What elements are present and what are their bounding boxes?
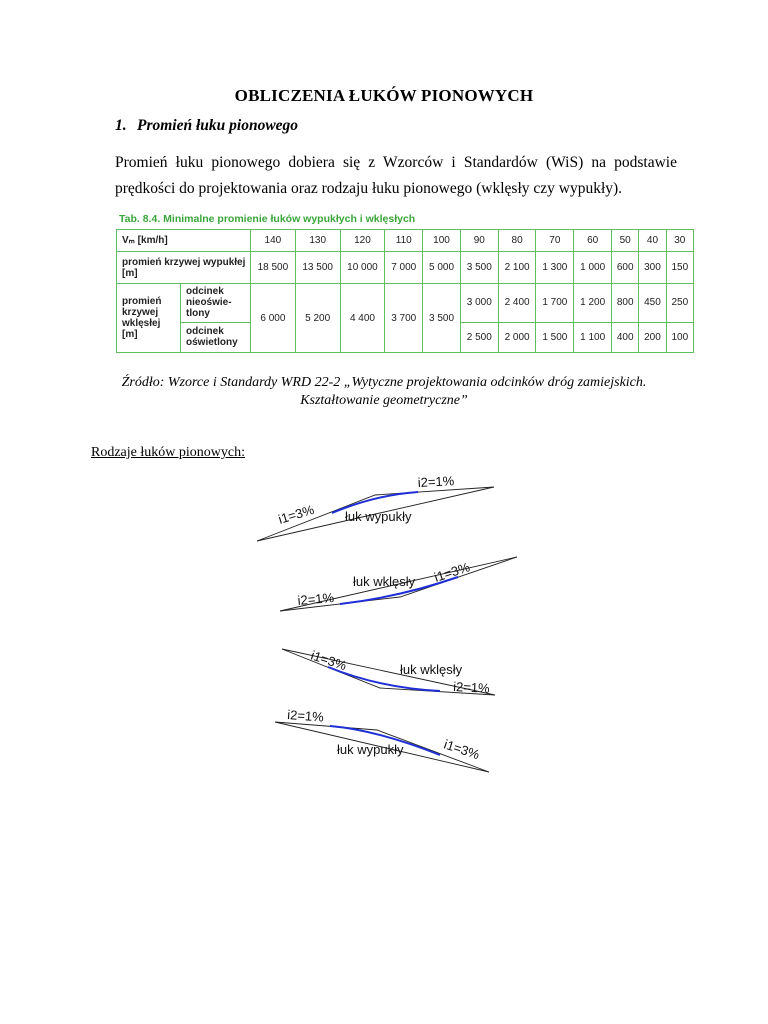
convex-value-cell: 13 500 — [295, 251, 340, 283]
radius-table — [116, 229, 694, 353]
convex-label-cell: promień krzywej wypukłej [m] — [117, 251, 251, 283]
grade-label: i1=3% — [309, 647, 349, 674]
section-title: Promień łuku pionowego — [137, 117, 299, 134]
speed-cell: 40 — [639, 230, 666, 252]
lit-value-cell: 2 500 — [460, 322, 498, 352]
table-row — [117, 230, 694, 252]
concave-shared-cell: 3 500 — [423, 284, 461, 353]
speed-cell: 110 — [385, 230, 423, 252]
grade-label: i2=1% — [286, 707, 325, 725]
grade-label: i2=1% — [417, 473, 455, 490]
curve-types-heading: Rodzaje łuków pionowych: — [91, 445, 245, 460]
unlit-value-cell: 1 700 — [536, 284, 574, 323]
vertical-curves-diagram — [240, 465, 540, 785]
lit-value-cell: 400 — [612, 322, 639, 352]
convex-value-cell: 5 000 — [423, 251, 461, 283]
table-caption: Tab. 8.4. Minimalne promienie łuków wypukłych i wklęsłych — [119, 213, 416, 225]
speed-cell: 100 — [423, 230, 461, 252]
page-title: OBLICZENIA ŁUKÓW PIONOWYCH — [234, 86, 534, 105]
lit-value-cell: 100 — [666, 322, 693, 352]
convex-value-cell: 2 100 — [498, 251, 536, 283]
convex-value-cell: 3 500 — [460, 251, 498, 283]
unlit-value-cell: 250 — [666, 284, 693, 323]
diagram-convex-2 — [275, 707, 489, 772]
grade-label: i2=1% — [452, 679, 491, 696]
concave-label-cell: promień krzywej wklęsłej [m] — [117, 284, 181, 353]
diagram-concave-2 — [282, 648, 495, 696]
convex-value-cell: 300 — [639, 251, 666, 283]
speed-cell: 30 — [666, 230, 693, 252]
convex-value-cell: 10 000 — [340, 251, 385, 283]
speed-cell: 140 — [251, 230, 296, 252]
speed-cell: 60 — [574, 230, 612, 252]
speed-cell: 80 — [498, 230, 536, 252]
concave-shared-cell: 3 700 — [385, 284, 423, 353]
diagram-concave-1 — [280, 557, 517, 611]
concave-shared-cell: 5 200 — [295, 284, 340, 353]
concave-shared-cell: 4 400 — [340, 284, 385, 353]
convex-value-cell: 1 300 — [536, 251, 574, 283]
lit-value-cell: 1 500 — [536, 322, 574, 352]
convex-value-cell: 7 000 — [385, 251, 423, 283]
curve-name-label: łuk wklęsły — [353, 574, 416, 589]
lit-value-cell: 1 100 — [574, 322, 612, 352]
speed-cell: 130 — [295, 230, 340, 252]
intro-paragraph: Promień łuku pionowego dobiera się z Wzorców i Standardów (WiS) na podstawie prędkości do projektowania oraz rodzaju łuku pionowego (wklęsły czy wypukły). — [115, 154, 677, 197]
speed-cell: 90 — [460, 230, 498, 252]
grade-label: i1=3% — [442, 736, 482, 763]
speed-cell: 70 — [536, 230, 574, 252]
unlit-value-cell: 800 — [612, 284, 639, 323]
convex-value-cell: 150 — [666, 251, 693, 283]
convex-value-cell: 18 500 — [251, 251, 296, 283]
lit-label-cell: odcinek oświetlony — [181, 322, 251, 352]
speed-cell: 120 — [340, 230, 385, 252]
unlit-value-cell: 2 400 — [498, 284, 536, 323]
section-heading — [115, 117, 298, 135]
table-row — [117, 251, 694, 283]
unlit-label-cell: odcinek nieoświe-tlony — [181, 284, 251, 323]
convex-value-cell: 1 000 — [574, 251, 612, 283]
source-note — [90, 374, 678, 410]
source-line: Źródło: Wzorce i Standardy WRD 22-2 „Wytyczne projektowania odcinków dróg zamiejskich. — [121, 375, 647, 390]
curve-name-label: łuk wypukły — [337, 742, 404, 757]
lit-value-cell: 200 — [639, 322, 666, 352]
grade-label: i1=3% — [276, 501, 316, 527]
grade-label: i1=3% — [432, 559, 472, 585]
diagram-convex-1 — [257, 473, 494, 541]
convex-value-cell: 600 — [612, 251, 639, 283]
unlit-value-cell: 1 200 — [574, 284, 612, 323]
speed-header-cell: Vₘ [km/h] — [117, 230, 251, 252]
curve-name-label: łuk wklęsły — [400, 662, 463, 677]
concave-shared-cell: 6 000 — [251, 284, 296, 353]
unlit-value-cell: 450 — [639, 284, 666, 323]
source-line: Kształtowanie geometryczne” — [300, 393, 468, 408]
grade-label: i2=1% — [296, 589, 335, 608]
lit-value-cell: 2 000 — [498, 322, 536, 352]
table-row — [117, 284, 694, 323]
curve-name-label: łuk wypukły — [345, 509, 412, 524]
speed-cell: 50 — [612, 230, 639, 252]
unlit-value-cell: 3 000 — [460, 284, 498, 323]
section-number: 1. — [115, 117, 127, 134]
